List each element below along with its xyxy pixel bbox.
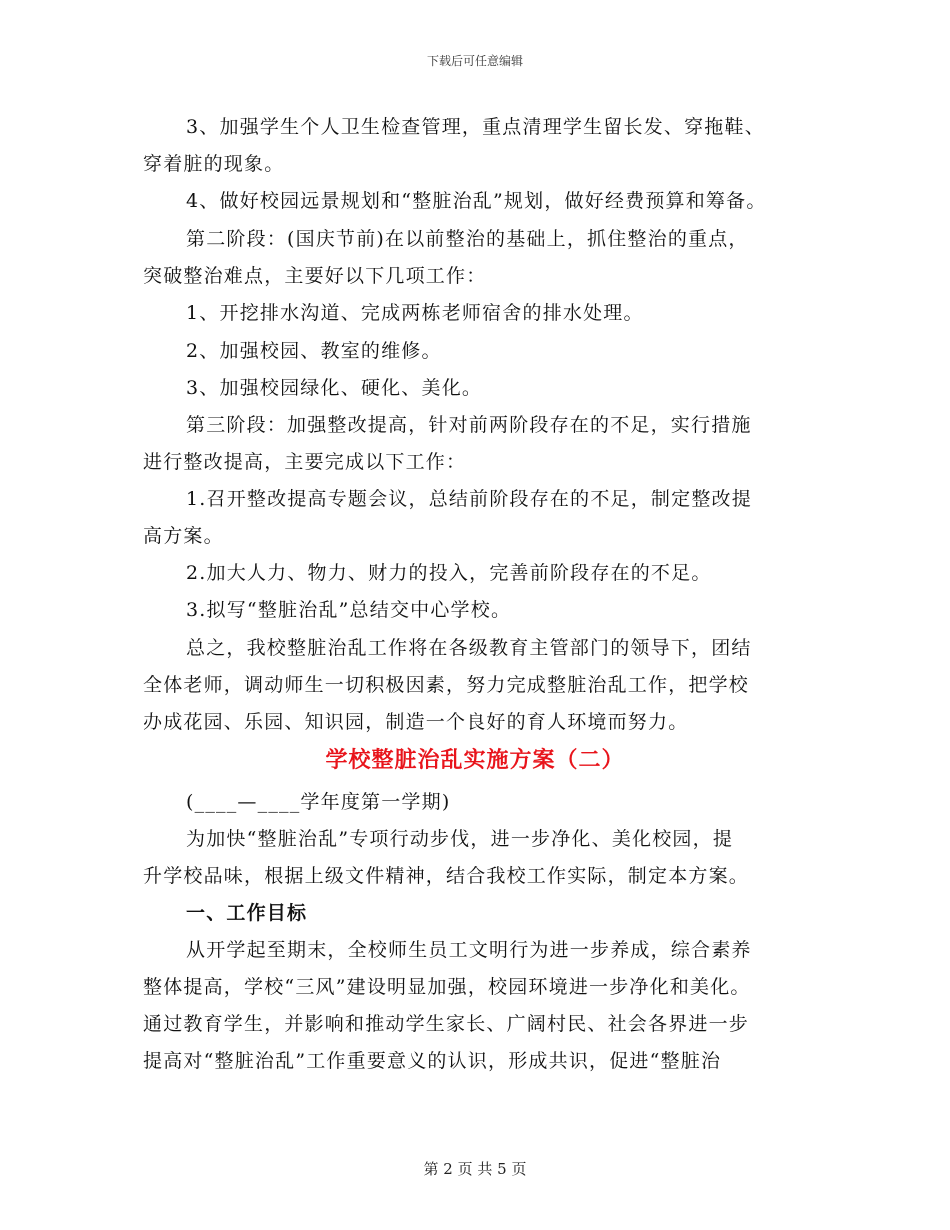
page-footer: 第 2 页 共 5 页: [423, 1160, 527, 1178]
text-line: 突破整治难点，主要好以下几项工作：: [143, 265, 487, 287]
text-line: 总之，我校整脏治乱工作将在各级教育主管部门的领导下，团结: [186, 637, 752, 659]
section-heading: 一、工作目标: [186, 902, 308, 924]
text-line: 全体老师，调动师生一切积极因素，努力完成整脏治乱工作，把学校: [143, 674, 750, 696]
text-line: (____—____学年度第一学期): [186, 791, 451, 813]
text-line: 第二阶段：(国庆节前)在以前整治的基础上，抓住整治的重点，: [186, 228, 749, 250]
page-header: 下载后可任意编辑: [426, 54, 523, 68]
text-line: 3、加强校园绿化、硬化、美化。: [186, 377, 483, 399]
text-line: 第三阶段：加强整改提高，针对前两阶段存在的不足，实行措施: [186, 414, 752, 436]
text-line: 2、加强校园、教室的维修。: [186, 340, 442, 362]
text-line: 通过教育学生，并影响和推动学生家长、广阔村民、社会各界进一步: [143, 1013, 750, 1035]
section-title: 学校整脏治乱实施方案（二）: [325, 747, 625, 773]
text-line: 3.拟写“整脏治乱”总结交中心学校。: [186, 599, 512, 621]
text-line: 1.召开整改提高专题会议，总结前阶段存在的不足，制定整改提: [186, 488, 752, 510]
text-line: 为加快“整脏治乱”专项行动步伐，进一步净化、美化校园，提: [186, 828, 734, 850]
text-line: 从开学起至期末，全校师生员工文明行为进一步养成，综合素养: [186, 939, 752, 961]
text-line: 进行整改提高，主要完成以下工作：: [143, 451, 467, 473]
text-line: 2.加大人力、物力、财力的投入，完善前阶段存在的不足。: [186, 562, 712, 584]
text-line: 整体提高，学校“三风”建设明显加强，校园环境进一步净化和美化。: [143, 976, 751, 998]
text-line: 高方案。: [143, 525, 224, 547]
text-line: 4、做好校园远景规划和“整脏治乱”规划，做好经费预算和筹备。: [186, 190, 767, 212]
text-line: 办成花园、乐园、知识园，制造一个良好的育人环境而努力。: [143, 711, 689, 733]
text-line: 升学校品味，根据上级文件精神，结合我校工作实际，制定本方案。: [143, 865, 750, 887]
text-line: 提高对“整脏治乱”工作重要意义的认识，形成共识，促进“整脏治: [143, 1050, 722, 1072]
text-line: 穿着脏的现象。: [143, 153, 285, 175]
text-line: 3、加强学生个人卫生检查管理，重点清理学生留长发、穿拖鞋、: [186, 116, 765, 138]
text-line: 1、开挖排水沟道、完成两栋老师宿舍的排水处理。: [186, 302, 644, 324]
